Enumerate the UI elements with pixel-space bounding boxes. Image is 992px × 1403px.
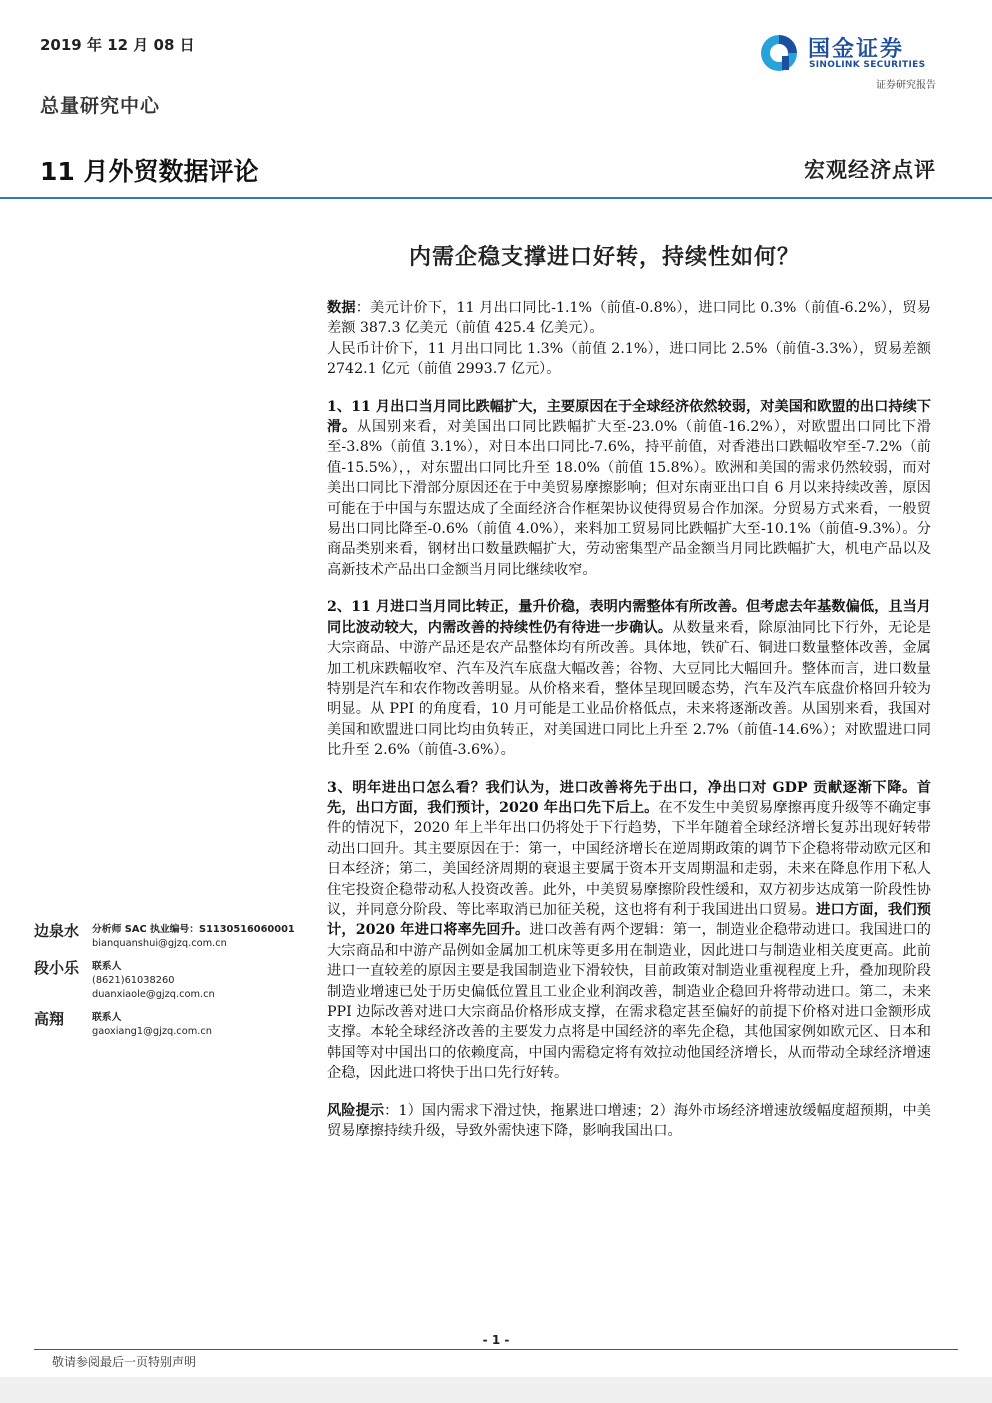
summary-text: ：美元计价下，11 月出口同比-1.1%（前值-0.8%），进口同比 0.3%（前值-6.2%），贸易差额 387.3 亿美元（前值 425.4 亿美元）。 [327,300,931,337]
summary-paragraph [327,298,931,339]
author-email[interactable]: bianquanshui@gjzq.com.cn [92,938,227,949]
summary-paragraph [327,339,931,380]
report-date: 2019 年 12 月 08 日 [40,36,195,54]
author-email[interactable]: duanxiaole@gjzq.com.cn [92,989,215,1000]
sinolink-logo-icon [758,32,800,74]
author-name: 段小乐 [34,959,80,977]
section-subheading: 进口方面，我们预计，2020 年进口将率先回升。 [327,901,931,939]
author-name: 边泉水 [34,922,80,940]
author-entry [34,1008,304,1039]
footer-band [0,1377,992,1403]
logo-name-en: SINOLINK SECURITIES [809,60,926,70]
risk-paragraph [327,1101,931,1142]
author-info [92,1008,212,1039]
section-text: 在不发生中美贸易摩擦再度升级等不确定事件的情况下，2020 年上半年出口仍将处于下行趋势，下半年随着全球经济增长复苏出现好转带动出口回升。其主要原因在于：第一，中国经济增长在逆周期政策的调节下企稳将带动欧元区和日本经济；第二，美国经济周期的衰退主要属于资本开支周期温和走弱，未来在降息作用下私人住宅投资企稳带动私人投资改善。此外，中美贸易摩擦阶段性缓和，双方初步达成第一阶段性协议，并同意分阶段、等比率取消已加征关税，这也将有利于我国进出口贸易。 [327,799,931,918]
author-entry [34,920,304,951]
author-phone: (8621)61038260 [92,975,175,986]
department-name: 总量研究中心 [40,95,161,117]
summary-text: 人民币计价下，11 月出口同比 1.3%（前值 2.1%），进口同比 2.5%（前值-3.3%），贸易差额 2742.1 亿元（前值 2993.7 亿元）。 [327,340,931,378]
section-text: 从数量来看，除原油同比下行外，无论是大宗商品、中游产品还是农产品整体均有所改善。具体地，铁矿石、铜进口数量整体改善，金属加工机床跌幅收窄、汽车及汽车底盘大幅改善；谷物、大豆同比大幅回升。整体而言，进口数量特别是汽车和农作物改善明显。从价格来看，整体呈现回暖态势，汽车及汽车底盘价格回升较为明显。从 PPI 的角度看，10 月可能是工业品价格低点，未来将逐渐改善。从国别来看，我国对美国和欧盟进口同比均由负转正，对美国进口同比上升至 2.7%（前值-14.6%）；对欧盟进口同比升至 2.6%（前值-3.6%）。 [327,619,931,759]
section-paragraph [327,778,931,1084]
author-email[interactable]: gaoxiang1@gjzq.com.cn [92,1026,212,1037]
logo-name-cn: 国金证券 [808,37,905,62]
author-name: 高翔 [34,1010,65,1028]
section-paragraph [327,597,931,760]
company-logo [758,30,948,90]
footer-disclaimer: 敬请参阅最后一页特别声明 [52,1355,197,1369]
risk-text: ：1）国内需求下滑过快，拖累进口增速；2）海外市场经济增速放缓幅度超预期，中美贸易摩擦持续升级，导致外需快速下降，影响我国出口。 [327,1102,931,1140]
report-category: 宏观经济点评 [804,158,936,182]
headline: 内需企稳支撑进口好转，持续性如何？ [409,245,801,270]
report-title: 11 月外贸数据评论 [40,157,259,186]
logo-subtitle: 证券研究报告 [876,80,936,91]
section-heading: 2、11 月进口当月同比转正，量升价稳，表明内需整体有所改善。但考虑去年基数偏低，且当月同比波动较大，内需改善的持续性仍有待进一步确认。 [327,599,931,636]
risk-heading: 风险提示 [327,1102,385,1119]
author-role: 联系人 [92,961,122,972]
section-heading: 3、明年进出口怎么看？我们认为，进口改善将先于出口，净出口对 GDP 贡献逐渐下降。首先，出口方面，我们预计，2020 年出口先下后上。 [327,779,931,816]
author-entry [34,957,304,1002]
author-list [34,920,304,1045]
author-info [92,920,295,951]
section-text: 进口改善有两个逻辑：第一，制造业企稳带动进口。我国进口的大宗商品和中游产品例如金属加工机床等更多用在制造业，因此进口与制造业相关度更高。此前进口一直较差的原因主要是我国制造业下滑较快，目前政策对制造业重视程度上升，叠加现阶段制造业增速已处于历史偏低位置且工业企业利润改善，制造业企稳回升将带动进口。第二，未来 PPI 边际改善对进口大宗商品价格形成支撑，在需求稳定甚至偏好的前提下价格对进口金额形成支撑。本轮全球经济改善的主要发力点将是中国经济的率先企稳，其他国家例如欧元区、日本和韩国等对中国出口的依赖度高，中国内需稳定将有效拉动他国经济增长，从而带动全球经济增速企稳，因此进口将快于出口先行好转。 [327,922,931,1082]
author-info [92,957,215,1002]
author-role: 联系人 [92,1012,122,1023]
page-number: - 1 - [482,1333,510,1347]
summary-lead: 数据 [327,300,356,316]
section-text: 从国别来看，对美国出口同比跌幅扩大至-23.0%（前值-16.2%），对欧盟出口同比下滑至-3.8%（前值 3.1%），对日本出口同比-7.6%，持平前值，对香港出口跌幅收窄至-7.2%（前值-15.5%），，对东盟出口同比升至 18.0%（前值 15.8%）。欧洲和美国的需求仍然较弱，而对美出口同比下滑部分原因还在于中美贸易摩擦影响；但对东南亚出口自 6 月以来持续改善，原因可能在于中国与东盟达成了全面经济合作框架协议使得贸易合作加深。分贸易方式来看，一般贸易出口同比降至-0.6%（前值 4.0%），来料加工贸易同比跌幅扩大至-10.1%（前值-9.3%）。分商品类别来看，钢材出口数量跌幅扩大，劳动密集型产品金额当月同比跌幅扩大，机电产品以及高新技术产品出口金额当月同比继续收窄。 [327,419,931,578]
author-role: 分析师 SAC 执业编号：S1130516060001 [92,924,295,935]
section-paragraph [327,397,931,581]
section-heading: 1、11 月出口当月同比跌幅扩大，主要原因在于全球经济依然较弱，对美国和欧盟的出口持续下滑。 [327,398,931,436]
header-divider [0,197,992,199]
footer-divider [34,1349,958,1350]
report-body [327,298,931,1158]
